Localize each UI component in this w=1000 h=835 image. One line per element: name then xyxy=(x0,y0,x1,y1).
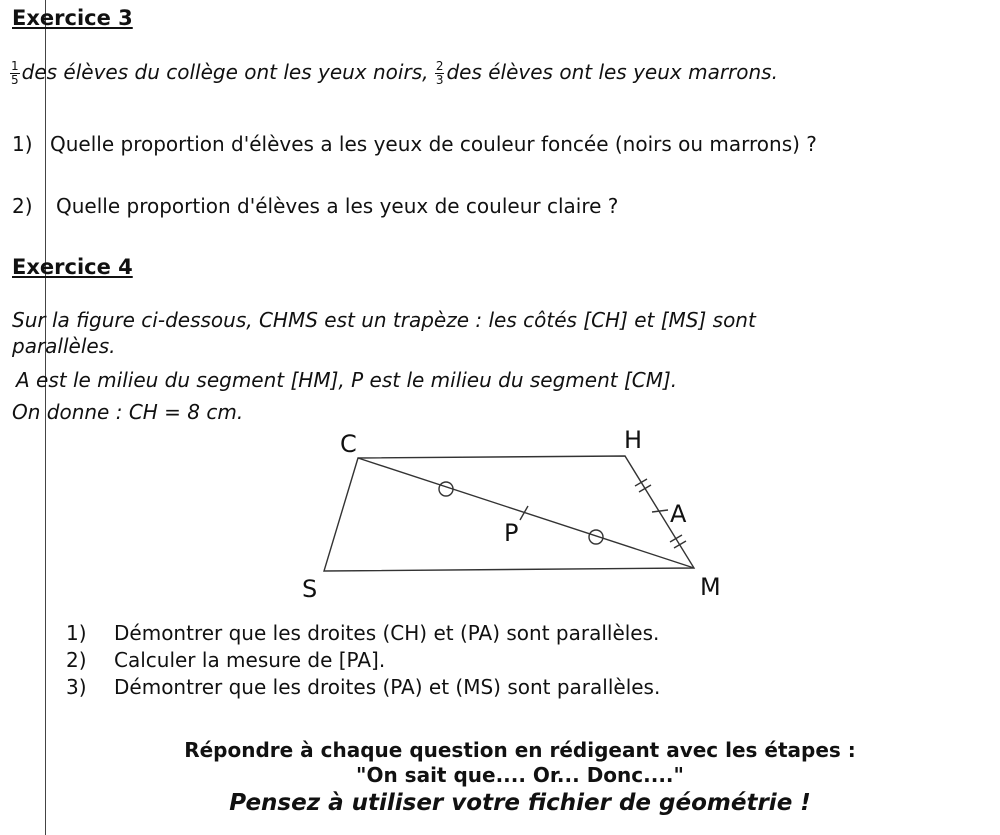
exercise4-line-4: On donne : CH = 8 cm. xyxy=(12,400,244,424)
instruction-line-3: Pensez à utiliser votre fichier de géométrie ! xyxy=(229,790,811,816)
instruction-line-2: "On sait que.... Or... Donc...." xyxy=(356,763,684,787)
exercise4-question-2: 2) Calculer la mesure de [PA]. xyxy=(66,648,386,672)
exercise4-questions xyxy=(66,620,660,701)
exercise3-title: Exercice 3 xyxy=(12,6,133,30)
statement-part-a: des élèves du collège ont les yeux noirs, xyxy=(21,60,429,84)
exercise4-line-3: A est le milieu du segment [HM], P est le milieu du segment [CM]. xyxy=(16,368,678,392)
exercise4-line-2: parallèles. xyxy=(12,334,116,358)
label-h: H xyxy=(624,426,643,454)
label-s: S xyxy=(302,575,318,603)
fraction-one-fifth: $\frac{1}{5}$ xyxy=(11,59,19,87)
statement-part-b: des élèves ont les yeux marrons. xyxy=(446,60,778,84)
exercise4-line-1: Sur la figure ci-dessous, CHMS est un trapèze : les côtés [CH] et [MS] sont xyxy=(12,308,756,332)
label-a: A xyxy=(670,500,687,528)
equal-mark-ha-1 xyxy=(635,479,647,486)
equal-mark-am-2 xyxy=(674,541,686,548)
exercise3-question-1: 1) Quelle proportion d'élèves a les yeux de couleur foncée (noirs ou marrons) ? xyxy=(12,132,817,156)
exercise4-question-1: 1) Démontrer que les droites (CH) et (PA) sont parallèles. xyxy=(66,621,660,645)
exercise4-question-3: 3) Démontrer que les droites (PA) et (MS) sont parallèles. xyxy=(66,675,661,699)
trapezoid-chms xyxy=(324,456,694,571)
equal-mark-ha-2 xyxy=(639,485,651,492)
label-p: P xyxy=(504,519,519,547)
exercise4-title: Exercice 4 xyxy=(12,255,133,279)
diagonal-cm xyxy=(358,458,694,568)
midpoint-a-tick xyxy=(652,510,668,512)
exercise3-question-2: 2) Quelle proportion d'élèves a les yeux de couleur claire ? xyxy=(12,194,619,218)
instruction-line-1: Répondre à chaque question en rédigeant avec les étapes : xyxy=(184,738,856,762)
label-m: M xyxy=(700,573,721,601)
equal-mark-am-1 xyxy=(670,535,682,542)
fraction-two-thirds: $\frac{2}{3}$ xyxy=(435,59,444,87)
label-c: C xyxy=(340,430,357,458)
